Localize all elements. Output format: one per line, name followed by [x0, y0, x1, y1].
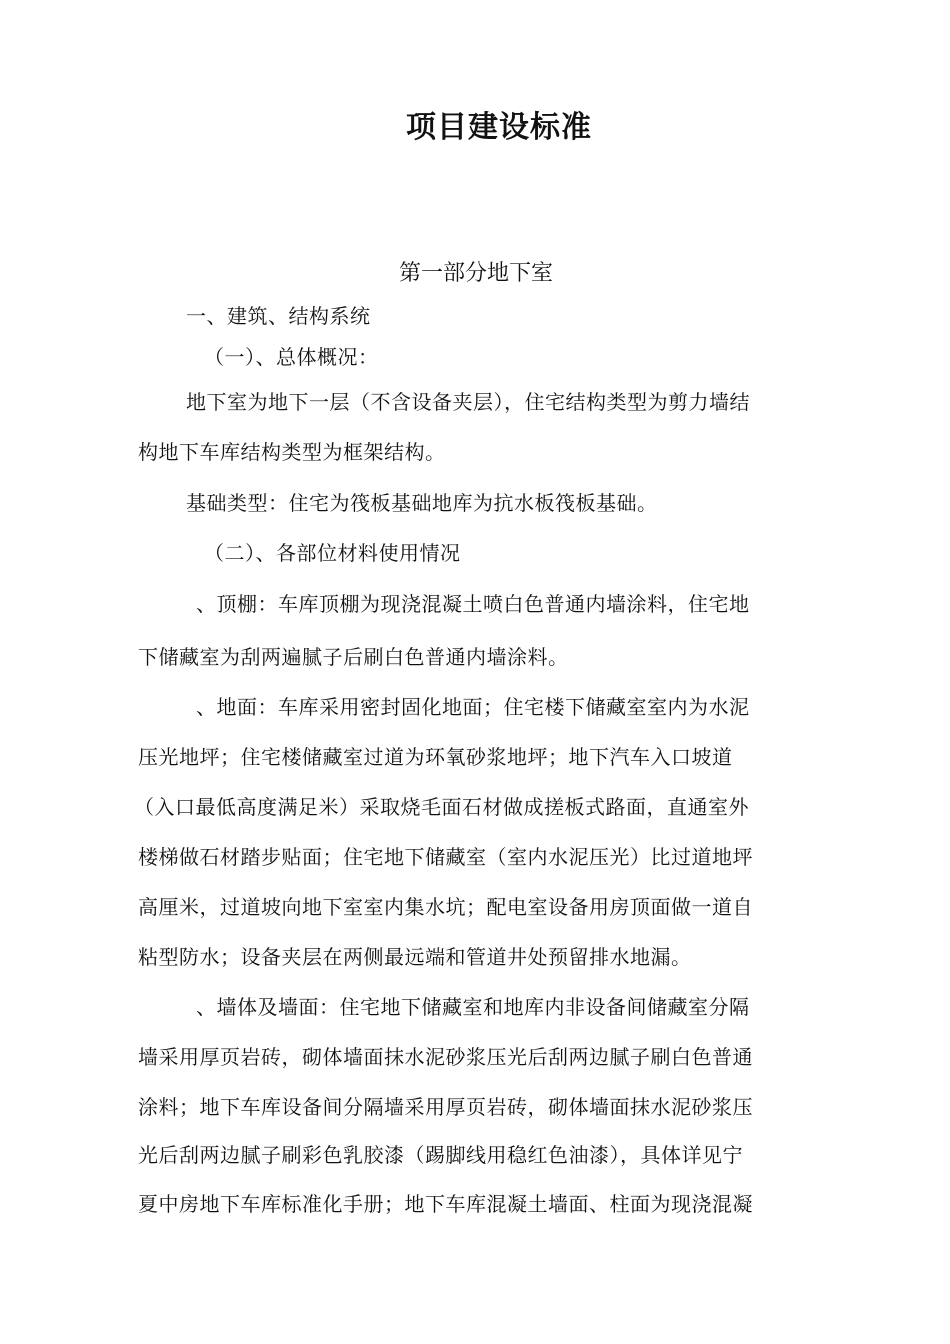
- paragraph-line: 高厘米，过道坡向地下室室内集水坑；配电室设备用房顶面做一道自: [138, 895, 753, 919]
- paragraph-line: （入口最低高度满足米）采取烧毛面石材做成搓板式路面，直通室外: [134, 795, 749, 819]
- paragraph-line: 夏中房地下车库标准化手册；地下车库混凝土墙面、柱面为现浇混凝: [138, 1192, 753, 1216]
- paragraph-line: 压光地坪；住宅楼储藏室过道为环氧砂浆地坪；地下汽车入口坡道: [138, 745, 733, 769]
- paragraph-line: 粘型防水；设备夹层在两侧最远端和管道井处预留排水地漏。: [138, 945, 692, 969]
- subsection-heading: （一）、总体概况：: [204, 345, 379, 369]
- paragraph-line: 、顶棚：车库顶棚为现浇混凝土喷白色普通内墙涂料，住宅地: [196, 592, 750, 616]
- paragraph-line: 构地下车库结构类型为框架结构。: [138, 440, 446, 464]
- section-heading: 一、建筑、结构系统: [186, 304, 371, 328]
- document-title: 项目建设标准: [406, 110, 592, 145]
- paragraph-line: 地下室为地下一层（不含设备夹层），住宅结构类型为剪力墙结: [186, 390, 750, 414]
- paragraph-line: 涂料；地下车库设备间分隔墙采用厚页岩砖，砌体墙面抹水泥砂浆压: [138, 1095, 753, 1119]
- paragraph-line: 楼梯做石材踏步贴面；住宅地下储藏室（室内水泥压光）比过道地坪: [138, 845, 753, 869]
- paragraph-line: 光后刮两边腻子刷彩色乳胶漆（踢脚线用稳红色油漆），具体详见宁: [138, 1143, 743, 1167]
- paragraph-line: 基础类型：住宅为筏板基础地库为抗水板筏板基础。: [186, 491, 658, 515]
- paragraph-line: 墙采用厚页岩砖，砌体墙面抹水泥砂浆压光后刮两边腻子刷白色普通: [138, 1045, 753, 1069]
- paragraph-line: 、墙体及墙面：住宅地下储藏室和地库内非设备间储藏室分隔: [196, 995, 750, 1019]
- paragraph-line: 下储藏室为刮两遍腻子后刷白色普通内墙涂料。: [138, 645, 569, 669]
- paragraph-line: 、地面：车库采用密封固化地面；住宅楼下储藏室室内为水泥: [196, 695, 750, 719]
- part-title: 第一部分地下室: [398, 261, 553, 286]
- subsection-heading: （二）、各部位材料使用情况: [204, 541, 461, 565]
